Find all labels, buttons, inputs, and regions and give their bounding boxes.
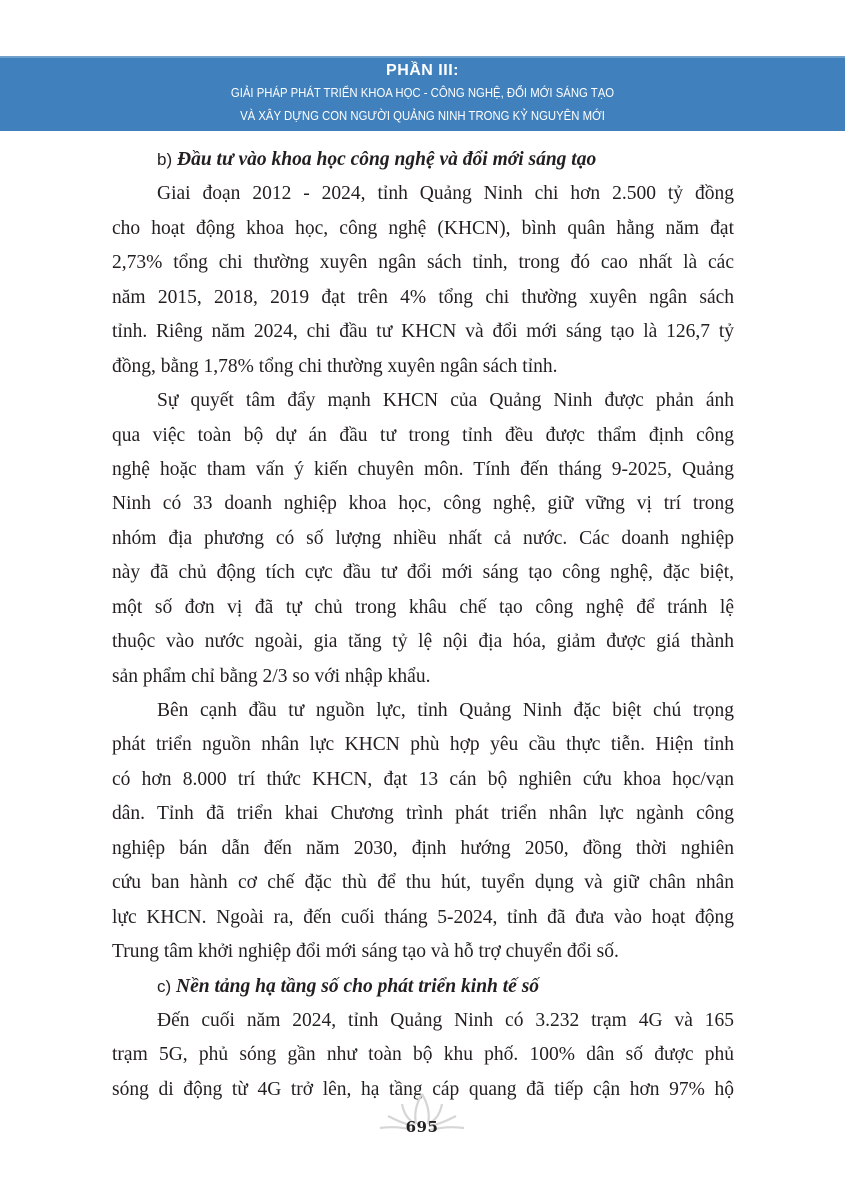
paragraph-line: này đã chủ động tích cực đầu tư đổi mới sáng tạo công nghệ, đặc biệt, (112, 562, 734, 584)
paragraph-line: cứu ban hành cơ chế đặc thù để thu hút, tuyển dụng và giữ chân nhân (112, 872, 734, 894)
paragraph-line: qua việc toàn bộ dự án đầu tư trong tỉnh đều được thẩm định công (112, 424, 734, 446)
paragraph-line: phát triển nguồn nhân lực KHCN phù hợp yêu cầu thực tiễn. Hiện tỉnh (112, 734, 734, 756)
paragraph-line: lực KHCN. Ngoài ra, đến cuối tháng 5-2024, tỉnh đã đưa vào hoạt động (112, 906, 734, 928)
paragraph-line: tỉnh. Riêng năm 2024, chi đầu tư KHCN và đổi mới sáng tạo là 126,7 tỷ (112, 321, 734, 343)
part-subtitle-line-1: GIẢI PHÁP PHÁT TRIỂN KHOA HỌC - CÔNG NGHỆ, ĐỔI MỚI SÁNG TẠO (230, 85, 615, 100)
paragraph-line: Ninh có 33 doanh nghiệp khoa học, công nghệ, giữ vững vị trí trong (112, 493, 734, 515)
section-label: c) (157, 976, 172, 996)
paragraph-line: trạm 5G, phủ sóng gần như toàn bộ khu phố. 100% dân số được phủ (112, 1044, 734, 1066)
paragraph-line: có hơn 8.000 trí thức KHCN, đạt 13 cán bộ nghiên cứu khoa học/vạn (112, 768, 734, 790)
paragraph-line: 2,73% tổng chi thường xuyên ngân sách tỉnh, trong đó cao nhất là các (112, 252, 734, 274)
paragraph-line: cho hoạt động khoa học, công nghệ (KHCN), bình quân hằng năm đạt (112, 217, 734, 239)
part-subtitle-line-2: VÀ XÂY DỰNG CON NGƯỜI QUẢNG NINH TRONG KỶ NGUYÊN MỚI (240, 108, 605, 123)
paragraph-line: một số đơn vị đã tự chủ trong khâu chế tạo công nghệ để tránh lệ (112, 596, 734, 618)
section-heading-c (112, 970, 734, 1004)
paragraph-line: Sự quyết tâm đẩy mạnh KHCN của Quảng Ninh được phản ánh (157, 390, 734, 412)
section-label: b) (157, 150, 173, 169)
paragraph-line: Bên cạnh đầu tư nguồn lực, tỉnh Quảng Ninh đặc biệt chú trọng (157, 700, 734, 721)
paragraph-line: nghệ hoặc tham vấn ý kiến chuyên môn. Tính đến tháng 9-2025, Quảng (112, 458, 734, 480)
paragraph-line: nghiệp bán dẫn đến năm 2030, định hướng 2050, đồng thời nghiên (112, 837, 734, 859)
page-number: 695 (405, 1118, 439, 1136)
chapter-banner (0, 56, 845, 131)
section-heading-b (112, 143, 734, 177)
paragraph-line: sóng di động từ 4G trở lên, hạ tầng cáp quang đã tiếp cận hơn 97% hộ (112, 1078, 734, 1100)
paragraph-line: thuộc vào nước ngoài, gia tăng tỷ lệ nội địa hóa, giảm được giá thành (112, 631, 734, 653)
paragraph-line: sản phẩm chỉ bằng 2/3 so với nhập khẩu. (112, 665, 431, 687)
paragraph-line: Giai đoạn 2012 - 2024, tỉnh Quảng Ninh chi hơn 2.500 tỷ đồng (157, 183, 734, 205)
section-title: Nền tảng hạ tầng số cho phát triển kinh tế số (176, 975, 540, 997)
paragraph-line: nhóm địa phương có số lượng nhiều nhất cả nước. Các doanh nghiệp (112, 527, 734, 549)
paragraph-line: đồng, bằng 1,78% tổng chi thường xuyên ngân sách tỉnh. (112, 355, 558, 377)
section-title: Đầu tư vào khoa học công nghệ và đổi mới sáng tạo (177, 149, 597, 170)
body-text (112, 143, 734, 1107)
part-title: PHẦN III: (386, 62, 459, 79)
paragraph-line: Đến cuối năm 2024, tỉnh Quảng Ninh có 3.232 trạm 4G và 165 (157, 1009, 734, 1031)
paragraph-line: năm 2015, 2018, 2019 đạt trên 4% tổng chi thường xuyên ngân sách (112, 286, 734, 308)
page-footer (372, 1090, 472, 1140)
paragraph-line: dân. Tỉnh đã triển khai Chương trình phát triển nhân lực ngành công (112, 803, 734, 825)
paragraph-line: Trung tâm khởi nghiệp đổi mới sáng tạo và hỗ trợ chuyển đổi số. (112, 941, 619, 963)
